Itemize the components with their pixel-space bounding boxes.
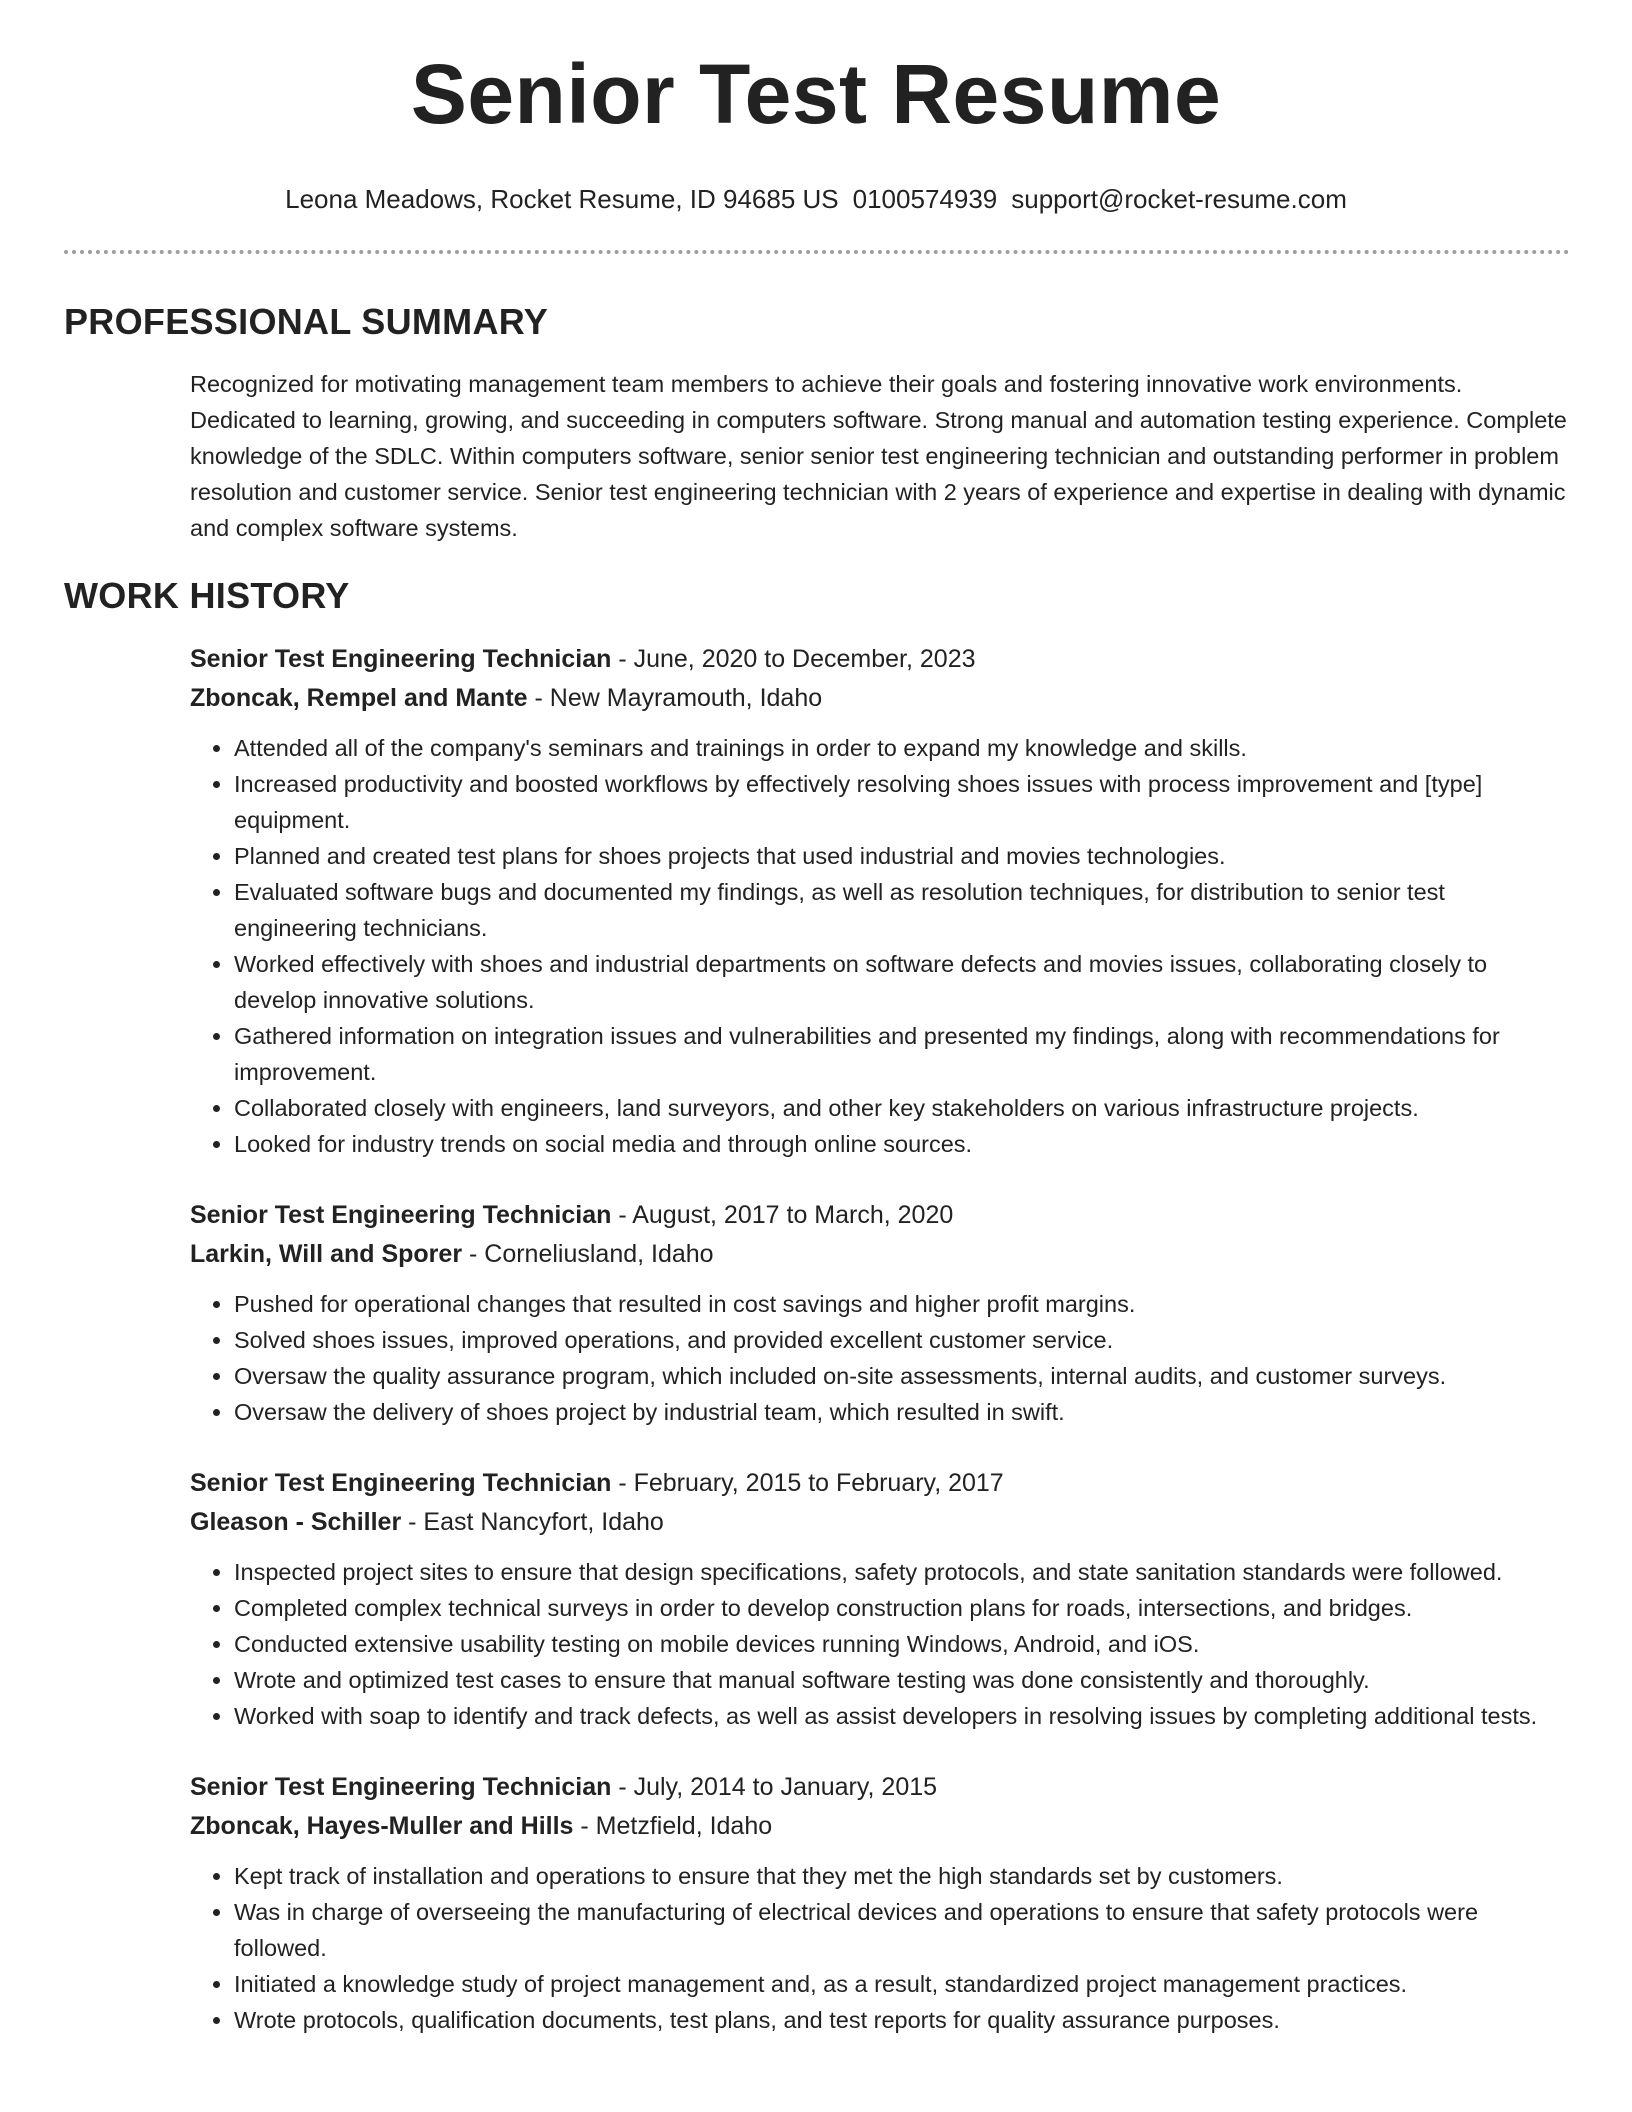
contact-info	[0, 184, 1632, 215]
contact-phone: 0100574939	[852, 184, 998, 214]
job-company: Zboncak, Rempel and Mante	[190, 684, 528, 712]
job-location: - New Mayramouth, Idaho	[527, 684, 823, 712]
contact-address: Leona Meadows, Rocket Resume, ID 94685 US	[285, 184, 839, 214]
job-company-line	[190, 1235, 1570, 1274]
job-bullet: • Pushed for operational changes that resulted in cost savings and higher profit margins.	[234, 1286, 1570, 1322]
job-bullet: • Evaluated software bugs and documented my findings, as well as resolution techniques, for distribution to senior test engineering technicians.	[234, 874, 1570, 946]
job-company-line	[190, 1807, 1570, 1846]
job-bullets	[190, 1286, 1570, 1430]
job-dates: - August, 2017 to March, 2020	[611, 1201, 954, 1229]
job-dates: - July, 2014 to January, 2015	[611, 1773, 938, 1801]
job-title: Senior Test Engineering Technician	[190, 1201, 612, 1229]
job-bullet: • Kept track of installation and operations to ensure that they met the high standards set by customers.	[234, 1858, 1570, 1894]
job-title-line	[190, 1196, 1570, 1235]
job-dates: - February, 2015 to February, 2017	[611, 1469, 1004, 1497]
job-bullet: • Attended all of the company's seminars and trainings in order to expand my knowledge and skills.	[234, 730, 1570, 766]
resume-title: Senior Test Resume	[410, 47, 1222, 141]
job-bullet: • Wrote protocols, qualification documents, test plans, and test reports for quality assurance purposes.	[234, 2002, 1570, 2038]
job-bullet: • Oversaw the delivery of shoes project by industrial team, which resulted in swift.	[234, 1394, 1570, 1430]
job-location: - Metzfield, Idaho	[573, 1812, 773, 1840]
job-entry	[190, 1768, 1570, 2038]
job-entry	[190, 640, 1570, 1162]
job-bullet: • Oversaw the quality assurance program, which included on-site assessments, internal audits, and customer surveys.	[234, 1358, 1570, 1394]
contact-email: support@rocket-resume.com	[1011, 184, 1347, 214]
job-bullet: • Inspected project sites to ensure that design specifications, safety protocols, and state sanitation standards were followed.	[234, 1554, 1570, 1590]
professional-summary-text: Recognized for motivating management team members to achieve their goals and fostering innovative work environments. Dedicated to learning, growing, and succeeding in computers software. Strong manual and automation testing experience. Complete knowledge of the SDLC. Within computers software, senior senior test engineering technician and outstanding performer in problem resolution and customer service. Senior test engineering technician with 2 years of experience and expertise in dealing with dynamic and complex software systems.	[190, 371, 1567, 541]
job-dates: - June, 2020 to December, 2023	[611, 645, 976, 673]
job-title-line	[190, 640, 1570, 679]
job-bullet: • Worked effectively with shoes and industrial departments on software defects and movies issues, collaborating closely to develop innovative solutions.	[234, 946, 1570, 1018]
job-bullet: • Collaborated closely with engineers, land surveyors, and other key stakeholders on various infrastructure projects.	[234, 1090, 1570, 1126]
job-company-line	[190, 1503, 1570, 1542]
header-divider	[64, 250, 1570, 254]
job-bullet: • Planned and created test plans for shoes projects that used industrial and movies technologies.	[234, 838, 1570, 874]
job-bullet: • Worked with soap to identify and track defects, as well as assist developers in resolving issues by completing additional tests.	[234, 1698, 1570, 1734]
job-entry	[190, 1464, 1570, 1734]
job-bullet: • Completed complex technical surveys in order to develop construction plans for roads, intersections, and bridges.	[234, 1590, 1570, 1626]
job-bullet: • Was in charge of overseeing the manufacturing of electrical devices and operations to ensure that safety protocols were followed.	[234, 1894, 1570, 1966]
job-bullet: • Gathered information on integration issues and vulnerabilities and presented my findings, along with recommendations for improvement.	[234, 1018, 1570, 1090]
job-title: Senior Test Engineering Technician	[190, 1469, 612, 1497]
job-company: Gleason - Schiller	[190, 1508, 402, 1536]
job-entry	[190, 1196, 1570, 1430]
job-bullets	[190, 730, 1570, 1162]
job-bullet: • Solved shoes issues, improved operations, and provided excellent customer service.	[234, 1322, 1570, 1358]
job-bullet: • Increased productivity and boosted workflows by effectively resolving shoes issues with process improvement and [type] equipment.	[234, 766, 1570, 838]
job-location: - East Nancyfort, Idaho	[401, 1508, 664, 1536]
job-company: Larkin, Will and Sporer	[190, 1240, 463, 1268]
job-company: Zboncak, Hayes-Muller and Hills	[190, 1812, 574, 1840]
job-bullets	[190, 1858, 1570, 2038]
job-title: Senior Test Engineering Technician	[190, 1773, 612, 1801]
work-history-list	[190, 640, 1570, 2072]
job-location: - Corneliusland, Idaho	[462, 1240, 714, 1268]
job-bullet: • Initiated a knowledge study of project management and, as a result, standardized project management practices.	[234, 1966, 1570, 2002]
job-bullet: • Conducted extensive usability testing on mobile devices running Windows, Android, and iOS.	[234, 1626, 1570, 1662]
work-history-heading: WORK HISTORY	[64, 575, 350, 616]
job-bullet: • Looked for industry trends on social media and through online sources.	[234, 1126, 1570, 1162]
job-title: Senior Test Engineering Technician	[190, 645, 612, 673]
job-title-line	[190, 1768, 1570, 1807]
job-company-line	[190, 679, 1570, 718]
job-bullet: • Wrote and optimized test cases to ensure that manual software testing was done consistently and thoroughly.	[234, 1662, 1570, 1698]
job-bullets	[190, 1554, 1570, 1734]
job-title-line	[190, 1464, 1570, 1503]
professional-summary-heading: PROFESSIONAL SUMMARY	[64, 301, 549, 342]
